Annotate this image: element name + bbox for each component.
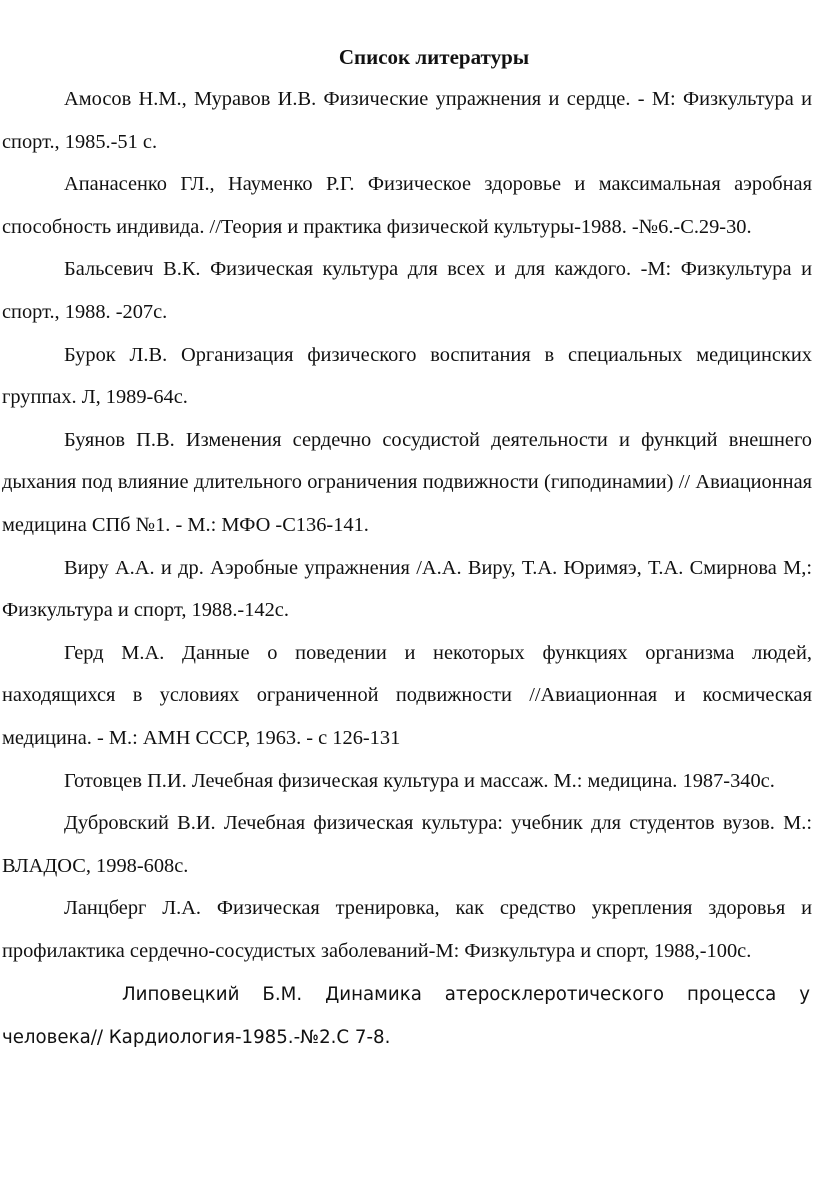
bibliography-entry-2: Апанасенко ГЛ., Науменко Р.Г. Физическое здоровье и максимальная аэробная способность индивида. //Теория и практика физической культуры-1988. -№6.-С.29-30. — [2, 173, 812, 238]
bibliography-entry-5: Буянов П.В. Изменения сердечно сосудистой деятельности и функций внешнего дыхания под влияние длительного ограничения подвижности (гиподинамии) // Авиационная медицина СПб №1. - М.: МФО -С136-141. — [2, 428, 812, 536]
bibliography-entry-10: Ланцберг Л.А. Физическая тренировка, как средство укрепления здоровья и профилактика сердечно-сосудистых заболеваний-М: Физкультура и спорт, 1988,-100с. — [2, 897, 812, 962]
bibliography-entry-6: Виру А.А. и др. Аэробные упражнения /А.А. Виру, Т.А. Юримяэ, Т.А. Смирнова М,: Физкультура и спорт, 1988.-142с. — [2, 556, 812, 622]
bibliography-entry-7: Герд М.А. Данные о поведении и некоторых функциях организма людей, находящихся в условиях ограниченной подвижности //Авиационная и космическая медицина. - М.: АМН СССР, 1963. - с 126-131 — [2, 641, 812, 749]
bibliography-entry-11: Липовецкий Б.М. Динамика атеросклеротического процесса у человека// Кардиология-1985.-№2.С 7-8. — [2, 984, 810, 1049]
bibliography-entry-1: Амосов Н.М., Муравов И.В. Физические упражнения и сердце. - М: Физкультура и спорт., 1985.-51 с. — [2, 88, 812, 153]
page-title: Список литературы — [338, 45, 530, 69]
bibliography-entry-9: Дубровский В.И. Лечебная физическая культура: учебник для студентов вузов. М.: ВЛАДОС, 1998-608с. — [2, 812, 812, 877]
bibliography-entry-4: Бурок Л.В. Организация физического воспитания в специальных медицинских группах. Л, 1989-64с. — [2, 343, 812, 409]
bibliography-entry-8: Готовцев П.И. Лечебная физическая культура и массаж. М.: медицина. 1987-340с. — [64, 769, 775, 792]
bibliography-entry-3: Бальсевич В.К. Физическая культура для всех и для каждого. -М: Физкультура и спорт., 1988. -207с. — [2, 258, 812, 323]
bibliography-list — [2, 78, 812, 1059]
